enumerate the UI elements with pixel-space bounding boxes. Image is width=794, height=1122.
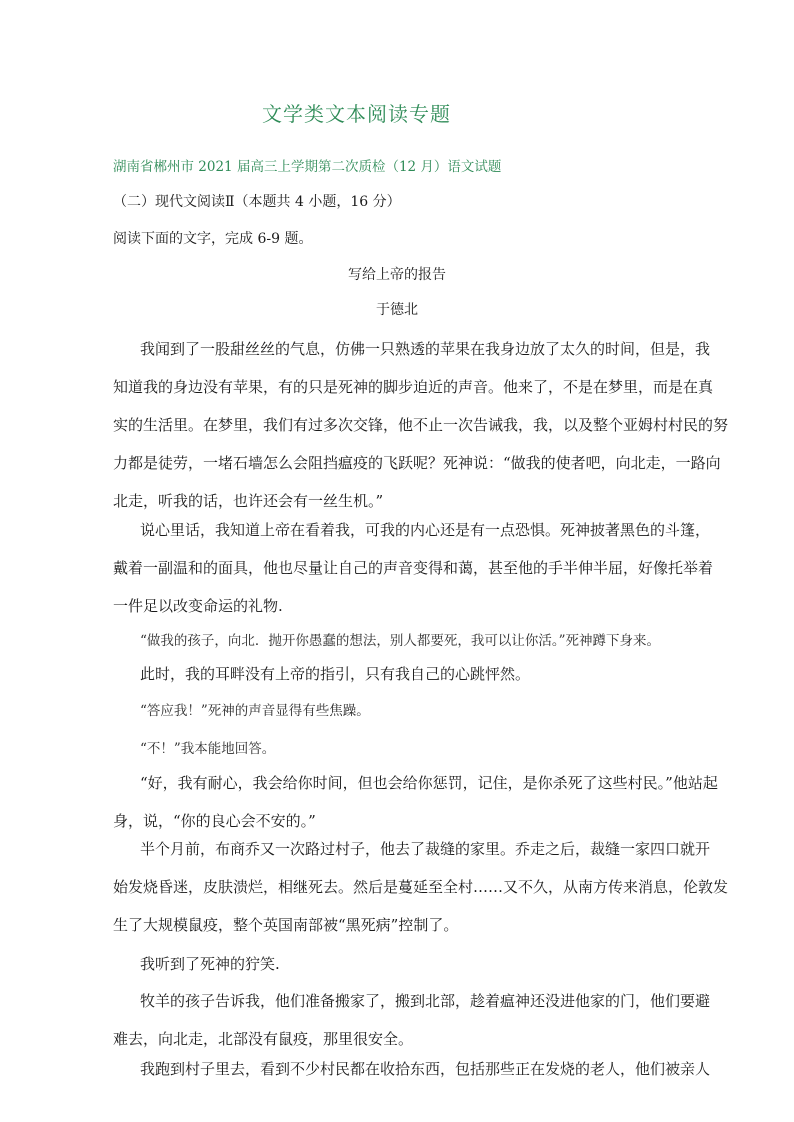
- paragraph: [113, 764, 718, 840]
- paragraph-line: 实的生活里。在梦里，我们有过多次交锋，他不止一次告诫我，我，以及整个亚姆村村民的努: [113, 416, 729, 434]
- document-title: 文学类文本阅读专题: [262, 102, 451, 126]
- paragraph: [113, 830, 729, 944]
- paragraph-line: 一件足以改变命运的礼物.: [113, 597, 283, 615]
- paragraph-line: 说心里话，我知道上帝在看着我，可我的内心还是有一点恐惧。死神披著黑色的斗篷，: [140, 521, 711, 539]
- paragraph-line: 牧羊的孩子告诉我，他们准备搬家了，搬到北部，趁着瘟神还没进他家的门，他们要避: [140, 992, 711, 1010]
- paragraph-line: 始发烧昏迷，皮肤溃烂，相继死去。然后是蔓延至全村……又不久，从南方传来消息，伦敦发: [113, 878, 729, 896]
- paragraph-line: “做我的孩子，向北．抛开你愚蠢的想法，别人都要死，我可以让你活。”死神蹲下身来。: [140, 633, 661, 649]
- paragraph-line: 我跑到村子里去，看到不少村民都在收拾东西，包括那些正在发烧的老人，他们被亲人: [140, 1060, 711, 1078]
- paragraph: [113, 330, 729, 520]
- paragraph-line: 生了大规模鼠疫，整个英国南部被“黑死病”控制了。: [113, 916, 459, 934]
- paragraph: [113, 945, 693, 983]
- story-author: 于德北: [376, 302, 418, 318]
- paragraph-line: 我听到了死神的狞笑.: [140, 955, 280, 973]
- paragraph: [113, 982, 711, 1058]
- paragraph-line: 我闻到了一股甜丝丝的气息，仿佛一只熟透的苹果在我身边放了太久的时间，但是，我: [140, 340, 711, 358]
- paragraph: [113, 655, 693, 693]
- paragraph: [113, 730, 693, 768]
- paragraph-line: 难去，向北走，北部没有鼠疫，那里很安全。: [113, 1030, 414, 1048]
- paragraph-line: 北走，听我的话，也许还会有一丝生机。”: [113, 492, 384, 510]
- paragraph-line: 身，说，“你的良心会不安的。”: [113, 812, 316, 830]
- paragraph-line: 知道我的身边没有苹果，有的只是死神的脚步迫近的声音。他来了，不是在梦里，而是在真: [113, 378, 714, 396]
- paragraph-line: 力都是徒劳，一堵石墙怎么会阻挡瘟疫的飞跃呢？死神说：“做我的使者吧，向北走，一路向: [113, 454, 721, 472]
- paragraph-line: “答应我！”死神的声音显得有些焦躁。: [140, 703, 370, 719]
- exam-source: 湖南省郴州市 2021 届高三上学期第二次质检（12 月）语文试题: [113, 159, 502, 175]
- paragraph-line: “好，我有耐心，我会给你时间，但也会给你惩罚，记住，是你杀死了这些村民。”他站起: [140, 774, 718, 792]
- paragraph: [113, 692, 693, 730]
- reading-instruction: 阅读下面的文字，完成 6-9 题。: [113, 231, 313, 247]
- paragraph-line: 半个月前，布商乔又一次路过村子，他去了裁缝的家里。乔走之后，裁缝一家四口就开: [140, 840, 711, 858]
- paragraph-line: 此时，我的耳畔没有上帝的指引，只有我自己的心跳怦然。: [140, 665, 531, 683]
- paragraph-line: “不！”我本能地回答。: [140, 741, 276, 757]
- section-heading: （二）现代文阅读Ⅱ（本题共 4 小题，16 分）: [113, 194, 401, 210]
- paragraph: [113, 511, 714, 625]
- story-title: 写给上帝的报告: [348, 267, 446, 283]
- paragraph-line: 戴着一副温和的面具，他也尽量让自己的声音变得和蔼，甚至他的手半伸半屈，好像托举着: [113, 559, 714, 577]
- paragraph: [113, 1050, 711, 1088]
